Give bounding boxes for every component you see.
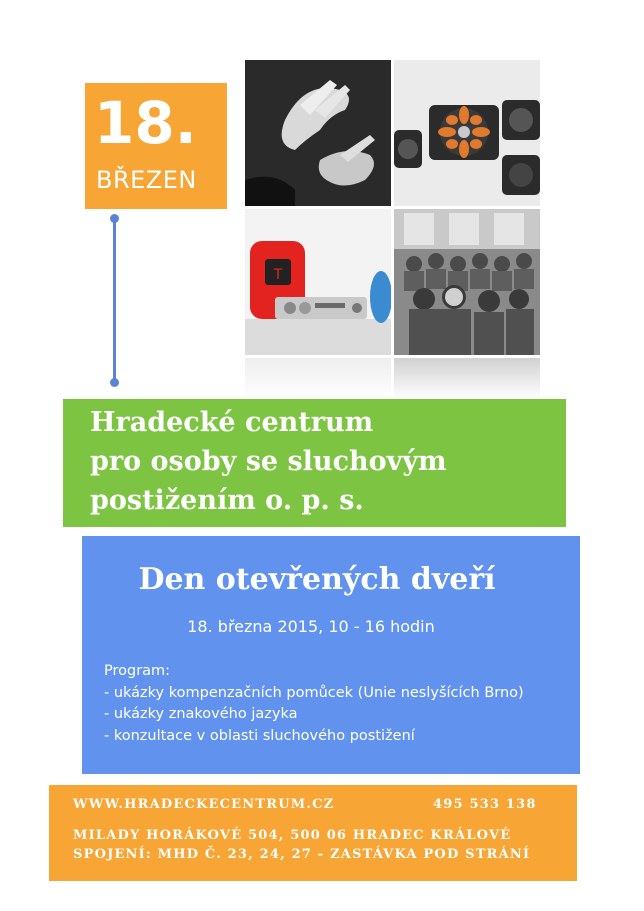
photo-reflection [394,358,540,400]
date-day: 18. [94,89,197,157]
phone-number: 495 533 138 [433,797,537,812]
event-title: Den otevřených dveří [138,562,496,597]
program-item: - ukázky znakového jazyka [104,706,298,722]
sign-language-hands-photo [245,60,391,206]
program-list [104,661,524,747]
website-link[interactable]: WWW.HRADECKECENTRUM.CZ [73,797,335,812]
event-datetime: 18. března 2015, 10 - 16 hodin [187,617,435,636]
audience-group-photo [394,209,540,355]
photo-reflection [245,358,391,400]
organization-name-line: Hradecké centrum [90,407,374,438]
address: MILADY HORÁKOVÉ 504, 500 06 HRADEC KRÁLOVÉ [73,828,512,843]
program-item: - ukázky kompenzačních pomůcek (Unie neslyšících Brno) [104,684,524,701]
transport-info: SPOJENÍ: MHD Č. 23, 24, 27 - ZASTÁVKA POD STRÁNÍ [73,847,531,862]
timeline-dot-top [110,214,119,223]
organization-name [90,403,447,520]
date-month: BŘEZEN [96,166,197,194]
program-item: - konzultace v oblasti sluchového postižení [104,727,415,744]
contact-banner [49,785,577,881]
organization-name-line: pro osoby se sluchovým [90,446,447,477]
svg-text:T: T [273,267,283,283]
event-banner [82,536,580,774]
timeline-line [113,218,116,383]
timeline-dot-bottom [110,378,119,387]
hearing-aid-devices-photo [245,209,391,355]
tactile-game-board-photo [394,60,540,206]
organization-name-line: postižením o. p. s. [90,485,364,516]
date-badge [85,83,227,209]
program-heading: Program: [104,663,171,679]
organization-banner [63,399,566,527]
